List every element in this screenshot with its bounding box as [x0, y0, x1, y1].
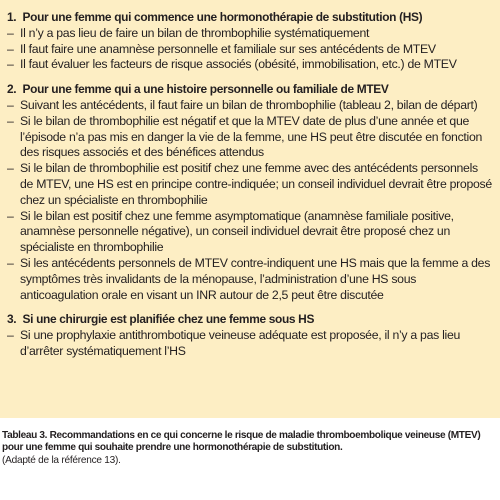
list-item-text: Il n’y a pas lieu de faire un bilan de thrombophilie systématiquement — [20, 25, 370, 40]
list-item-text: Si le bilan est positif chez une femme asymptomatique (anamnèse familiale positive, anamnèse personnelle négative), un conseil individuel devrait être proposé chez un spécialiste en thrombophilie — [20, 208, 454, 255]
list-item-text: Suivant les antécédents, il faut faire un bilan de thrombophilie (tableau 2, bilan de départ) — [20, 97, 478, 112]
list-item — [7, 98, 492, 114]
section-1 — [7, 10, 492, 73]
dash-bullet: – — [7, 97, 14, 112]
section-title: Pour une femme qui a une histoire personnelle ou familiale de MTEV — [22, 82, 389, 97]
list-item — [7, 57, 492, 73]
list-item — [7, 42, 492, 58]
list-item — [7, 114, 492, 161]
section-heading — [7, 10, 477, 26]
list-item — [7, 209, 492, 256]
section-number: 3. — [7, 312, 17, 327]
section-title: Si une chirurgie est planifiée chez une femme sous HS — [22, 312, 315, 327]
caption-source-note: (Adapté de la référence 13). — [2, 455, 121, 466]
list-item-text: Si le bilan de thrombophilie est négatif et que la MTEV date de plus d’une année et que l’épisode n’a pas mis en danger la vie de la femme, une HS peut être discutée en fonction des risques associés et des bénéfices attendus — [20, 113, 483, 160]
section-3 — [7, 312, 492, 359]
list-item-text: Il faut faire une anamnèse personnelle et familiale sur ses antécédents de MTEV — [20, 41, 436, 56]
list-item-text: Si une prophylaxie antithrombotique veineuse adéquate est proposée, il n’y a pas lieu d’arrêter systématiquement l’HS — [20, 328, 461, 358]
list-item-text: Il faut évaluer les facteurs de risque associés (obésité, immobilisation, etc.) de MTEV — [20, 57, 457, 72]
dash-bullet: – — [7, 208, 14, 223]
dash-bullet: – — [7, 57, 14, 72]
section-title: Pour une femme qui commence une hormonothérapie de substitution (HS) — [22, 10, 423, 24]
dash-bullet: – — [7, 328, 14, 343]
table-caption — [2, 430, 498, 467]
section-number: 2. — [7, 82, 17, 97]
dash-bullet: – — [7, 25, 14, 40]
list-item — [7, 26, 492, 42]
section-2 — [7, 82, 492, 303]
section-heading — [7, 312, 477, 328]
caption-title: Tableau 3. Recommandations en ce qui concerne le risque de maladie thromboembolique veineuse (MTEV) pour une femme qui souhaite prendre une hormonothérapie de substitution. — [2, 430, 481, 453]
dash-bullet: – — [7, 113, 14, 128]
section-heading — [7, 82, 477, 98]
list-item — [7, 328, 492, 360]
list-item — [7, 256, 492, 303]
list-item — [7, 161, 492, 208]
dash-bullet: – — [7, 161, 14, 176]
list-item-text: Si les antécédents personnels de MTEV contre-indiquent une HS mais que la femme a des symptômes très invalidants de la ménopause, l’administration d’une HS sous anticoagulation orale en visant un INR autour de 2,5 peut être discutée — [20, 255, 491, 302]
dash-bullet: – — [7, 255, 14, 270]
section-number: 1. — [7, 10, 17, 24]
list-item-text: Si le bilan de thrombophilie est positif chez une femme avec des antécédents personnels de MTEV, une HS est en principe contre-indiquée; un conseil individuel devrait être proposé chez un spécialiste en thrombophilie — [20, 161, 492, 207]
dash-bullet: – — [7, 41, 14, 56]
